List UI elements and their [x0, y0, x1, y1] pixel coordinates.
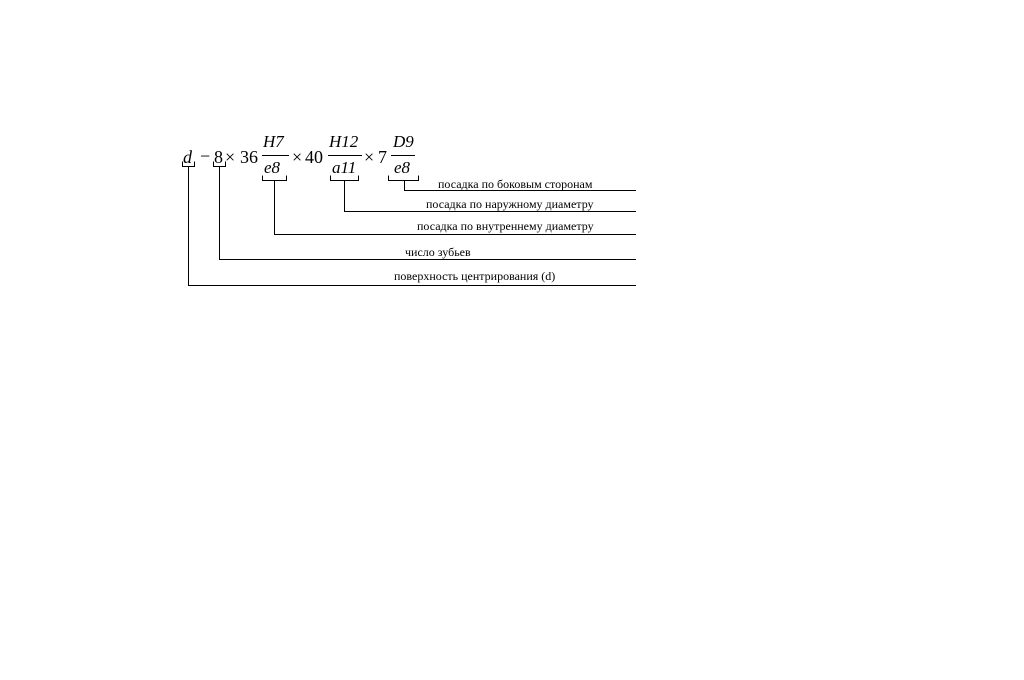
outer-fit-hole: H12: [329, 132, 359, 151]
outer-diameter-value: 40: [305, 147, 323, 167]
side-fit-label: посадка по боковым сторонам: [438, 177, 593, 191]
centering-label: поверхность центрирования (d): [394, 269, 556, 283]
inner-fit-hole: H7: [263, 132, 284, 151]
teeth-label: число зубьев: [405, 245, 471, 259]
inner-fit-bracket: [263, 176, 287, 181]
inner-fit-shaft: e8: [264, 158, 281, 177]
times-symbol-1: ×: [225, 147, 236, 167]
centering-bracket: [183, 162, 195, 167]
inner-diameter-value: 36: [240, 147, 258, 167]
times-symbol-3: ×: [364, 147, 375, 167]
outer-fit-label: посадка по наружному диаметру: [426, 197, 594, 211]
side-fit-bracket: [389, 176, 419, 181]
outer-fit-bracket: [331, 176, 359, 181]
dash-symbol: −: [200, 146, 211, 166]
centering-symbol: d: [183, 147, 192, 167]
side-fit-shaft: e8: [394, 158, 411, 177]
inner-fit-label: посадка по внутреннему диаметру: [417, 219, 594, 233]
teeth-count: 8: [214, 147, 223, 167]
tooth-width-value: 7: [378, 147, 387, 167]
outer-fit-shaft: a11: [332, 158, 357, 177]
side-fit-hole: D9: [393, 132, 414, 151]
teeth-bracket: [214, 162, 226, 167]
times-symbol-2: ×: [292, 147, 303, 167]
